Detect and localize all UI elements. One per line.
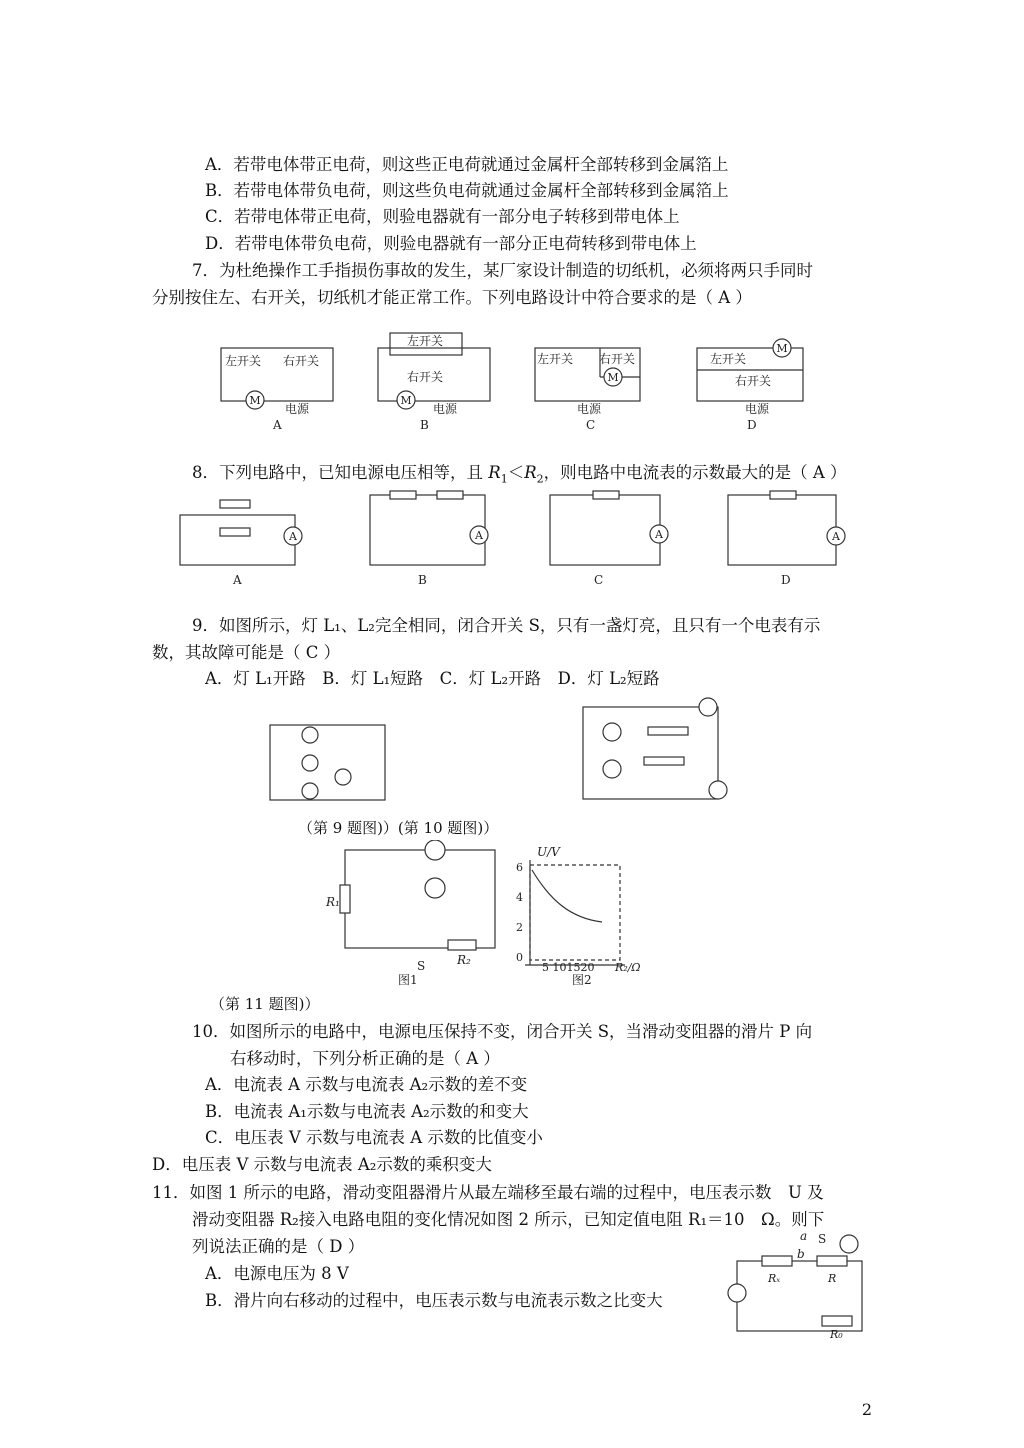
q7-b-motor: M (400, 394, 412, 407)
q10-stem-line1: 10．如图所示的电路中，电源电压保持不变，闭合开关 S，当滑动变阻器的滑片 P 向 (192, 1022, 813, 1041)
q11-y-tick-0: 0 (516, 951, 523, 964)
q7-c-motor: M (607, 371, 619, 384)
q8-text-post: ，则电路中电流表的示数最大的是（ A ） (543, 463, 847, 482)
q6-option-a: A．若带电体带正电荷，则这些正电荷就通过金属杆全部转移到金属箔上 (205, 155, 729, 174)
q12-r0-label: R₀ (830, 1328, 843, 1340)
q9-q10-caption: （第 9 题图)）(第 10 题图)） (298, 819, 499, 837)
q7-c-left-switch: 左开关 (537, 352, 574, 366)
q11-r2-label: R₂ (457, 953, 471, 967)
q11-option-a: A．电源电压为 8 V (205, 1264, 349, 1283)
q7-b-right-switch: 右开关 (407, 370, 444, 384)
q9-circuit-figure (265, 705, 395, 805)
q11-y-tick-4: 4 (516, 891, 523, 904)
q6-option-d: D．若带电体带负电荷，则验电器就有一部分正电荷转移到带电体上 (205, 234, 697, 253)
q11-x-ticks: 5 101520 (542, 961, 595, 974)
q7-c-right-switch: 右开关 (599, 352, 636, 366)
q12-s-label: S (818, 1232, 827, 1246)
q10-circuit-figure (578, 695, 738, 810)
q11-r1-label: R₁ (326, 895, 340, 909)
q12-r-label: R (828, 1272, 837, 1285)
page-number: 2 (861, 1400, 872, 1419)
q12-b-label: b (797, 1247, 805, 1261)
q7-a-right-switch: 右开关 (283, 354, 320, 368)
q7-b-left-switch: 左开关 (407, 334, 444, 348)
q7-d-right-switch: 右开关 (735, 374, 772, 388)
q6-option-b: B．若带电体带负电荷，则这些负电荷就通过金属杆全部转移到金属箔上 (205, 181, 729, 200)
q7-a-source: 电源 (285, 402, 310, 416)
q8-label-d: D (781, 573, 791, 587)
q7-a-left-switch: 左开关 (225, 354, 262, 368)
q11-option-b: B．滑片向右移动的过程中，电压表示数与电流表示数之比变大 (205, 1291, 663, 1310)
q8-b-ammeter: A (475, 529, 483, 542)
q11-stem-line1: 11．如图 1 所示的电路，滑动变阻器滑片从最左端移至最右端的过程中，电压表示数 U 及 (152, 1183, 824, 1202)
q7-label-b: B (420, 418, 429, 432)
q9-stem-line2: 数，其故障可能是（ C ） (152, 643, 341, 662)
q7-label-a: A (273, 418, 282, 432)
q7-label-c: C (586, 418, 596, 432)
q11-s-label: S (417, 959, 426, 973)
q11-fig2-caption: 图2 (572, 973, 592, 987)
q11-figures (320, 840, 660, 992)
q8-a-ammeter: A (289, 530, 297, 543)
q8-label-a: A (233, 573, 242, 587)
q12-a-label: a (800, 1229, 808, 1243)
q11-fig1-caption: 图1 (398, 973, 418, 987)
q11-y-axis-label: U/V (537, 845, 560, 859)
q8-r1-sub: 1 (500, 472, 508, 486)
q8-r2: R (524, 463, 537, 482)
q7-c-source: 电源 (577, 402, 602, 416)
q10-option-d: D．电压表 V 示数与电流表 A₂示数的乘积变大 (152, 1155, 492, 1174)
q9-options: A．灯 L₁开路 B．灯 L₁短路 C．灯 L₂开路 D．灯 L₂短路 (205, 669, 660, 688)
q8-r1: R (488, 463, 501, 482)
q10-stem-line2: 右移动时，下列分析正确的是（ A ） (230, 1049, 500, 1068)
q10-option-b: B．电流表 A₁示数与电流表 A₂示数的和变大 (205, 1102, 529, 1121)
q8-r2-sub: 2 (536, 472, 544, 486)
q7-stem-line1: 7．为杜绝操作工手指损伤事故的发生，某厂家设计制造的切纸机，必须将两只手同时 (192, 261, 813, 280)
q7-d-motor: M (776, 342, 788, 355)
q7-circuit-figures (215, 325, 815, 435)
q11-x-axis-label: R₂/Ω (615, 961, 641, 974)
q7-b-source: 电源 (433, 402, 458, 416)
q9-stem-line1: 9．如图所示，灯 L₁、L₂完全相同，闭合开关 S，只有一盏灯亮，且只有一个电表有示 (192, 616, 821, 635)
q8-c-ammeter: A (655, 528, 663, 541)
q8-label-b: B (418, 573, 427, 587)
q10-option-c: C．电压表 V 示数与电流表 A 示数的比值变小 (205, 1128, 543, 1147)
q11-stem-line3: 列说法正确的是（ D ） (192, 1237, 365, 1256)
q8-stem (192, 462, 847, 490)
q8-circuit-figures (175, 490, 855, 590)
q7-a-motor: M (249, 394, 261, 407)
q8-lt: ＜ (507, 463, 525, 482)
q8-d-ammeter: A (832, 530, 840, 543)
q7-d-source: 电源 (745, 402, 770, 416)
q7-label-d: D (747, 418, 757, 432)
q11-y-tick-6: 6 (516, 861, 523, 874)
q11-y-tick-2: 2 (516, 921, 523, 934)
q8-text-pre: 8．下列电路中，已知电源电压相等，且 (192, 463, 489, 482)
q7-d-left-switch: 左开关 (710, 352, 747, 366)
q12-rx-label: Rₓ (768, 1272, 781, 1285)
q7-stem-line2: 分别按住左、右开关，切纸机才能正常工作。下列电路设计中符合要求的是（ A ） (152, 288, 752, 307)
q10-option-a: A．电流表 A 示数与电流表 A₂示数的差不变 (205, 1075, 528, 1094)
q11-caption: （第 11 题图)） (210, 995, 320, 1013)
q6-option-c: C．若带电体带正电荷，则验电器就有一部分电子转移到带电体上 (205, 207, 680, 226)
q12-circuit-figure (722, 1228, 882, 1340)
q11-stem-line2: 滑动变阻器 R₂接入电路电阻的变化情况如图 2 所示，已知定值电阻 R₁＝10 Ω。则下 (192, 1210, 825, 1229)
q8-label-c: C (594, 573, 604, 587)
